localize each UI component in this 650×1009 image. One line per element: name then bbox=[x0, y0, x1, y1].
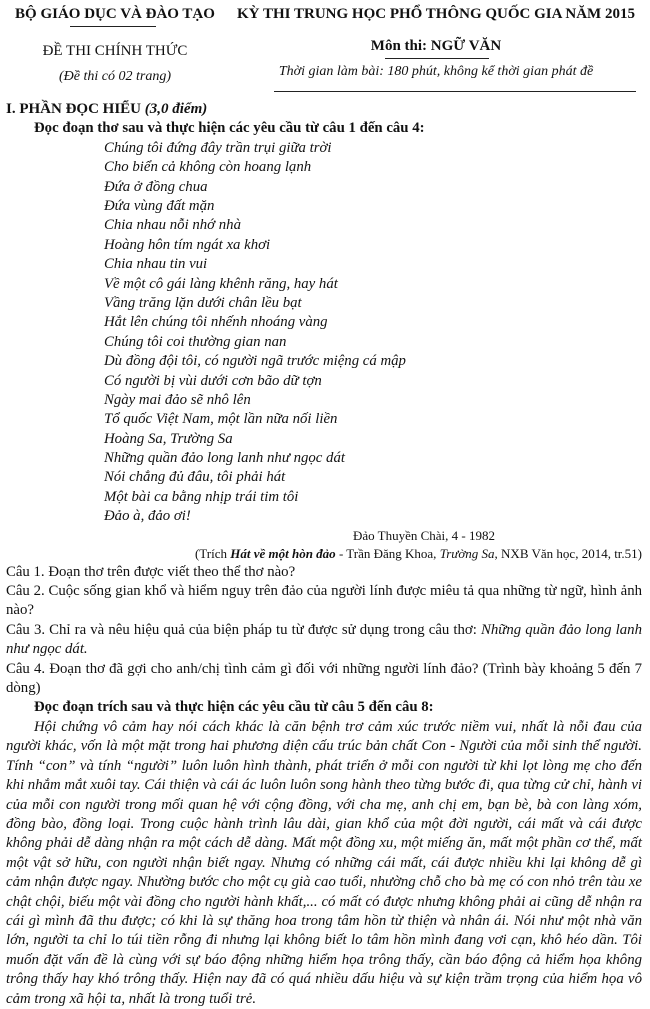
poem-line: Hắt lên chúng tôi nhếnh nhoáng vàng bbox=[104, 314, 328, 331]
question-1: Câu 1. Đoạn thơ trên được viết theo thể thơ nào? bbox=[6, 563, 296, 580]
poem-line: Hoàng hôn tím ngát xa khơi bbox=[104, 236, 271, 253]
poem-line: Đứa ở đồng chua bbox=[104, 178, 208, 195]
poem-line: Những quần đảo long lanh như ngọc dát bbox=[104, 450, 345, 467]
task-instruction-2: Đọc đoạn trích sau và thực hiện các yêu cầu từ câu 5 đến câu 8: bbox=[34, 699, 434, 716]
poem-line: Cho biển cả không còn hoang lạnh bbox=[104, 159, 312, 176]
ministry-name: BỘ GIÁO DỤC VÀ ĐÀO TẠO bbox=[15, 6, 215, 22]
poem-line: Chúng tôi coi thường gian nan bbox=[104, 333, 287, 350]
poem bbox=[104, 139, 642, 527]
poem-line: Nói chẳng đủ đâu, tôi phải hát bbox=[104, 469, 286, 486]
page-count: (Đề thi có 02 trang) bbox=[59, 69, 171, 84]
poem-line: Có người bị vùi dưới cơn bão dữ tợn bbox=[104, 372, 322, 389]
question-3 bbox=[6, 621, 642, 660]
poem-line: Đứa vùng đất mặn bbox=[104, 197, 215, 214]
passage-text: Hội chứng vô cảm hay nói cách khác là căn bệnh trơ cảm xúc trước niềm vui, nhất là nỗi đau của người khác, vốn là một mặt trong hai phương diện cấu trúc bản chất Con - Người của mỗi sinh thể người. Tính “con” và tính “người” luôn luôn hình thành, phát triển ở mỗi con người từ khi lọt lòng mẹ cho đến khi nhắm mắt xuôi tay. Cái thiện và cái ác luôn luôn song hành theo từng bước đi, qua từng cử chỉ, hành vi của mỗi con người trong mối quan hệ với cộng đồng, với cha mẹ, anh chị em, bạn bè, bà con làng xóm, đồng bào, đồng loại. Trong cuộc hành trình lâu dài, gian khổ của một đời người, cái mất và cái được không phải dễ dàng nhận ra một cách dễ dàng. Mất một đồng xu, một miếng ăn, mất một phần cơ thể, mất một vật sở hữu, con người nhận biết ngay. Nhưng có những cái mất, cái được nhiều khi lại không dễ gì cảm nhận được ngay. Nhường bước cho một cụ già cao tuổi, nhường chỗ cho bà mẹ có con nhỏ trên tàu xe chật chội, biếu một vài đồng cho người hành khất,... có mất có được nhưng không phải ai cũng dễ nhận ra cái gì mình đã thu được; có khi là sự thăng hoa trong tâm hồn từ thiện và nhân ái. Nói như một nhà văn lớn, người ta chỉ lo túi tiền rỗng đi nhưng lại không biết lo tâm hồn mình đang vơi cạn, khô héo dần. Tôi muốn đặt vấn đề là cùng với sự báo động những hiểm họa trông thấy, cần báo động cả hiểm họa không trông thấy hay khó trông thấy. Hiện nay đã có quá nhiều dấu hiệu và sự kiện trầm trọng của hiểm họa vô cảm trong xã hội ta, nhất là trong tuổi trẻ. bbox=[6, 718, 642, 1007]
reading-passage bbox=[6, 718, 642, 1009]
official-label: ĐỀ THI CHÍNH THỨC bbox=[42, 43, 188, 59]
poem-line: Chúng tôi đứng đây trần trụi giữa trời bbox=[104, 139, 332, 156]
cite-author: - Trần Đăng Khoa, bbox=[335, 545, 440, 561]
poem-line: Tổ quốc Việt Nam, một lần nữa nối liền bbox=[104, 411, 338, 428]
question-2: Câu 2. Cuộc sống gian khổ và hiểm nguy trên đảo của người lính được miêu tả qua những từ ngữ, hình ảnh nào? bbox=[6, 583, 642, 619]
section-heading bbox=[6, 100, 642, 119]
poem-line: Một bài ca bằng nhịp trái tim tôi bbox=[104, 488, 299, 505]
exam-header bbox=[0, 0, 650, 95]
poem-line: Chia nhau tin vui bbox=[104, 256, 208, 273]
section-title: I. PHẦN ĐỌC HIỂU bbox=[6, 101, 142, 117]
poem-line: Hoàng Sa, Trường Sa bbox=[104, 430, 233, 447]
cite-book: Trường Sa bbox=[439, 545, 495, 561]
subject-underline bbox=[385, 58, 489, 59]
question-4: Câu 4. Đoạn thơ đã gợi cho anh/chị tình cảm gì đối với những người lính đảo? (Trình bày khoảng 5 đến 7 dòng) bbox=[6, 660, 642, 697]
cite-work: Hát về một hòn đảo bbox=[230, 545, 336, 561]
poem-line: Dù đồng đội tôi, có người ngã trước miệng cá mập bbox=[104, 353, 406, 370]
header-right bbox=[228, 4, 644, 82]
poem-signature: Đảo Thuyền Chài, 4 - 1982 bbox=[352, 527, 496, 543]
header-left bbox=[10, 4, 220, 87]
question-3-text: Câu 3. Chỉ ra và nêu hiệu quả của biện pháp tu từ được sử dụng trong câu thơ: bbox=[6, 621, 481, 638]
cite-rest: , NXB Văn học, 2014, tr.51) bbox=[494, 545, 642, 561]
ministry-underline bbox=[70, 26, 156, 27]
task-instruction-1: Đọc đoạn thơ sau và thực hiện các yêu cầu từ câu 1 đến câu 4: bbox=[34, 120, 425, 137]
exam-body bbox=[6, 100, 642, 1009]
poem-citation bbox=[6, 545, 642, 563]
question-3-quote: Những quần đảo long lanh như ngọc dát. bbox=[6, 621, 642, 658]
poem-line: Ngày mai đảo sẽ nhô lên bbox=[104, 391, 251, 408]
cite-open: (Trích bbox=[194, 545, 231, 561]
poem-line: Đảo à, đảo ơi! bbox=[104, 508, 191, 525]
poem-line: Về một cô gái làng khênh răng, hay hát bbox=[104, 275, 338, 292]
subject-name: Môn thi: NGỮ VĂN bbox=[370, 38, 502, 54]
time-limit: Thời gian làm bài: 180 phút, không kể thời gian phát đề bbox=[278, 64, 594, 79]
time-underline bbox=[274, 91, 636, 92]
section-points: (3,0 điểm) bbox=[144, 101, 208, 117]
poem-line: Vầng trăng lặn dưới chân lều bạt bbox=[104, 294, 302, 311]
poem-line: Chia nhau nỗi nhớ nhà bbox=[104, 217, 241, 234]
exam-title: KỲ THI TRUNG HỌC PHỔ THÔNG QUỐC GIA NĂM 2015 bbox=[237, 6, 635, 22]
